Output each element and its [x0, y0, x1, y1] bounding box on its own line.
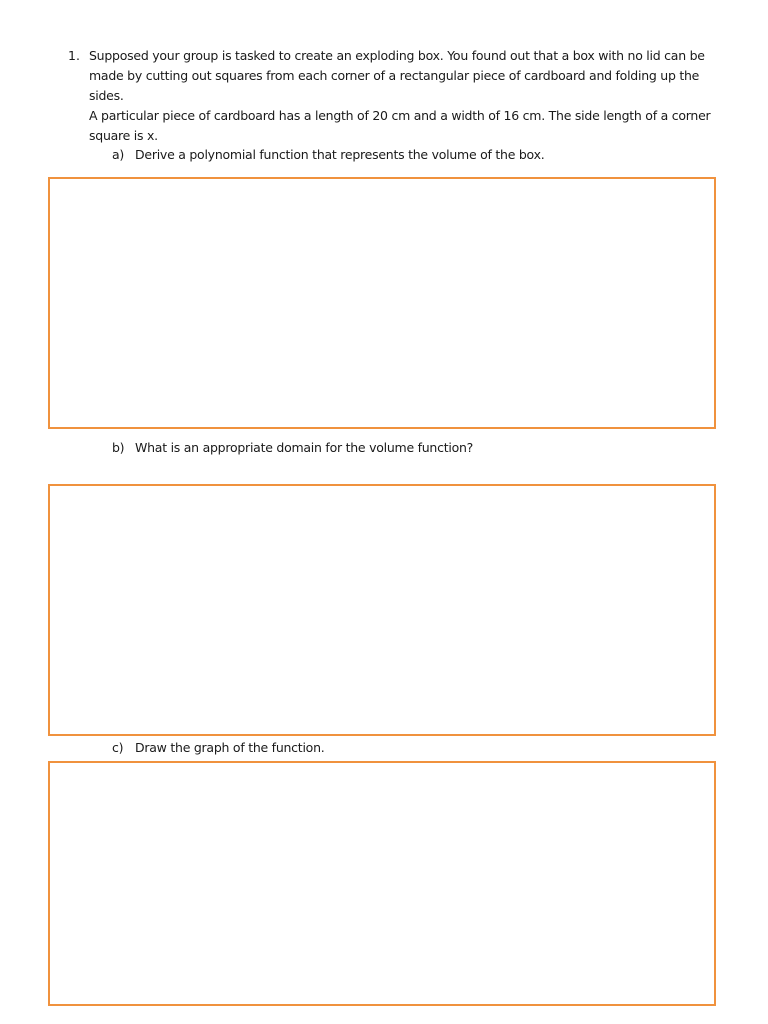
- question-number: 1.: [68, 48, 80, 63]
- part-c-text: Draw the graph of the function.: [135, 740, 325, 755]
- part-c-prompt: [112, 738, 324, 758]
- answer-box-b[interactable]: [48, 484, 716, 736]
- part-a-label: a): [112, 147, 125, 162]
- question-text: [89, 46, 725, 146]
- part-b-label: b): [112, 440, 125, 455]
- part-a-prompt: [112, 145, 544, 165]
- answer-box-a[interactable]: [48, 177, 716, 429]
- question-details: A particular piece of cardboard has a length of 20 cm and a width of 16 cm. The side length of a corner square is x.: [89, 108, 711, 143]
- part-b-text: What is an appropriate domain for the volume function?: [135, 440, 474, 455]
- part-b-prompt: [112, 438, 473, 458]
- question-intro: Supposed your group is tasked to create an exploding box. You found out that a box with no lid can be made by cutting out squares from each corner of a rectangular piece of cardboard and folding up the sides.: [89, 48, 705, 103]
- part-c-label: c): [112, 740, 124, 755]
- answer-box-c[interactable]: [48, 761, 716, 1006]
- part-a-text: Derive a polynomial function that represents the volume of the box.: [135, 147, 545, 162]
